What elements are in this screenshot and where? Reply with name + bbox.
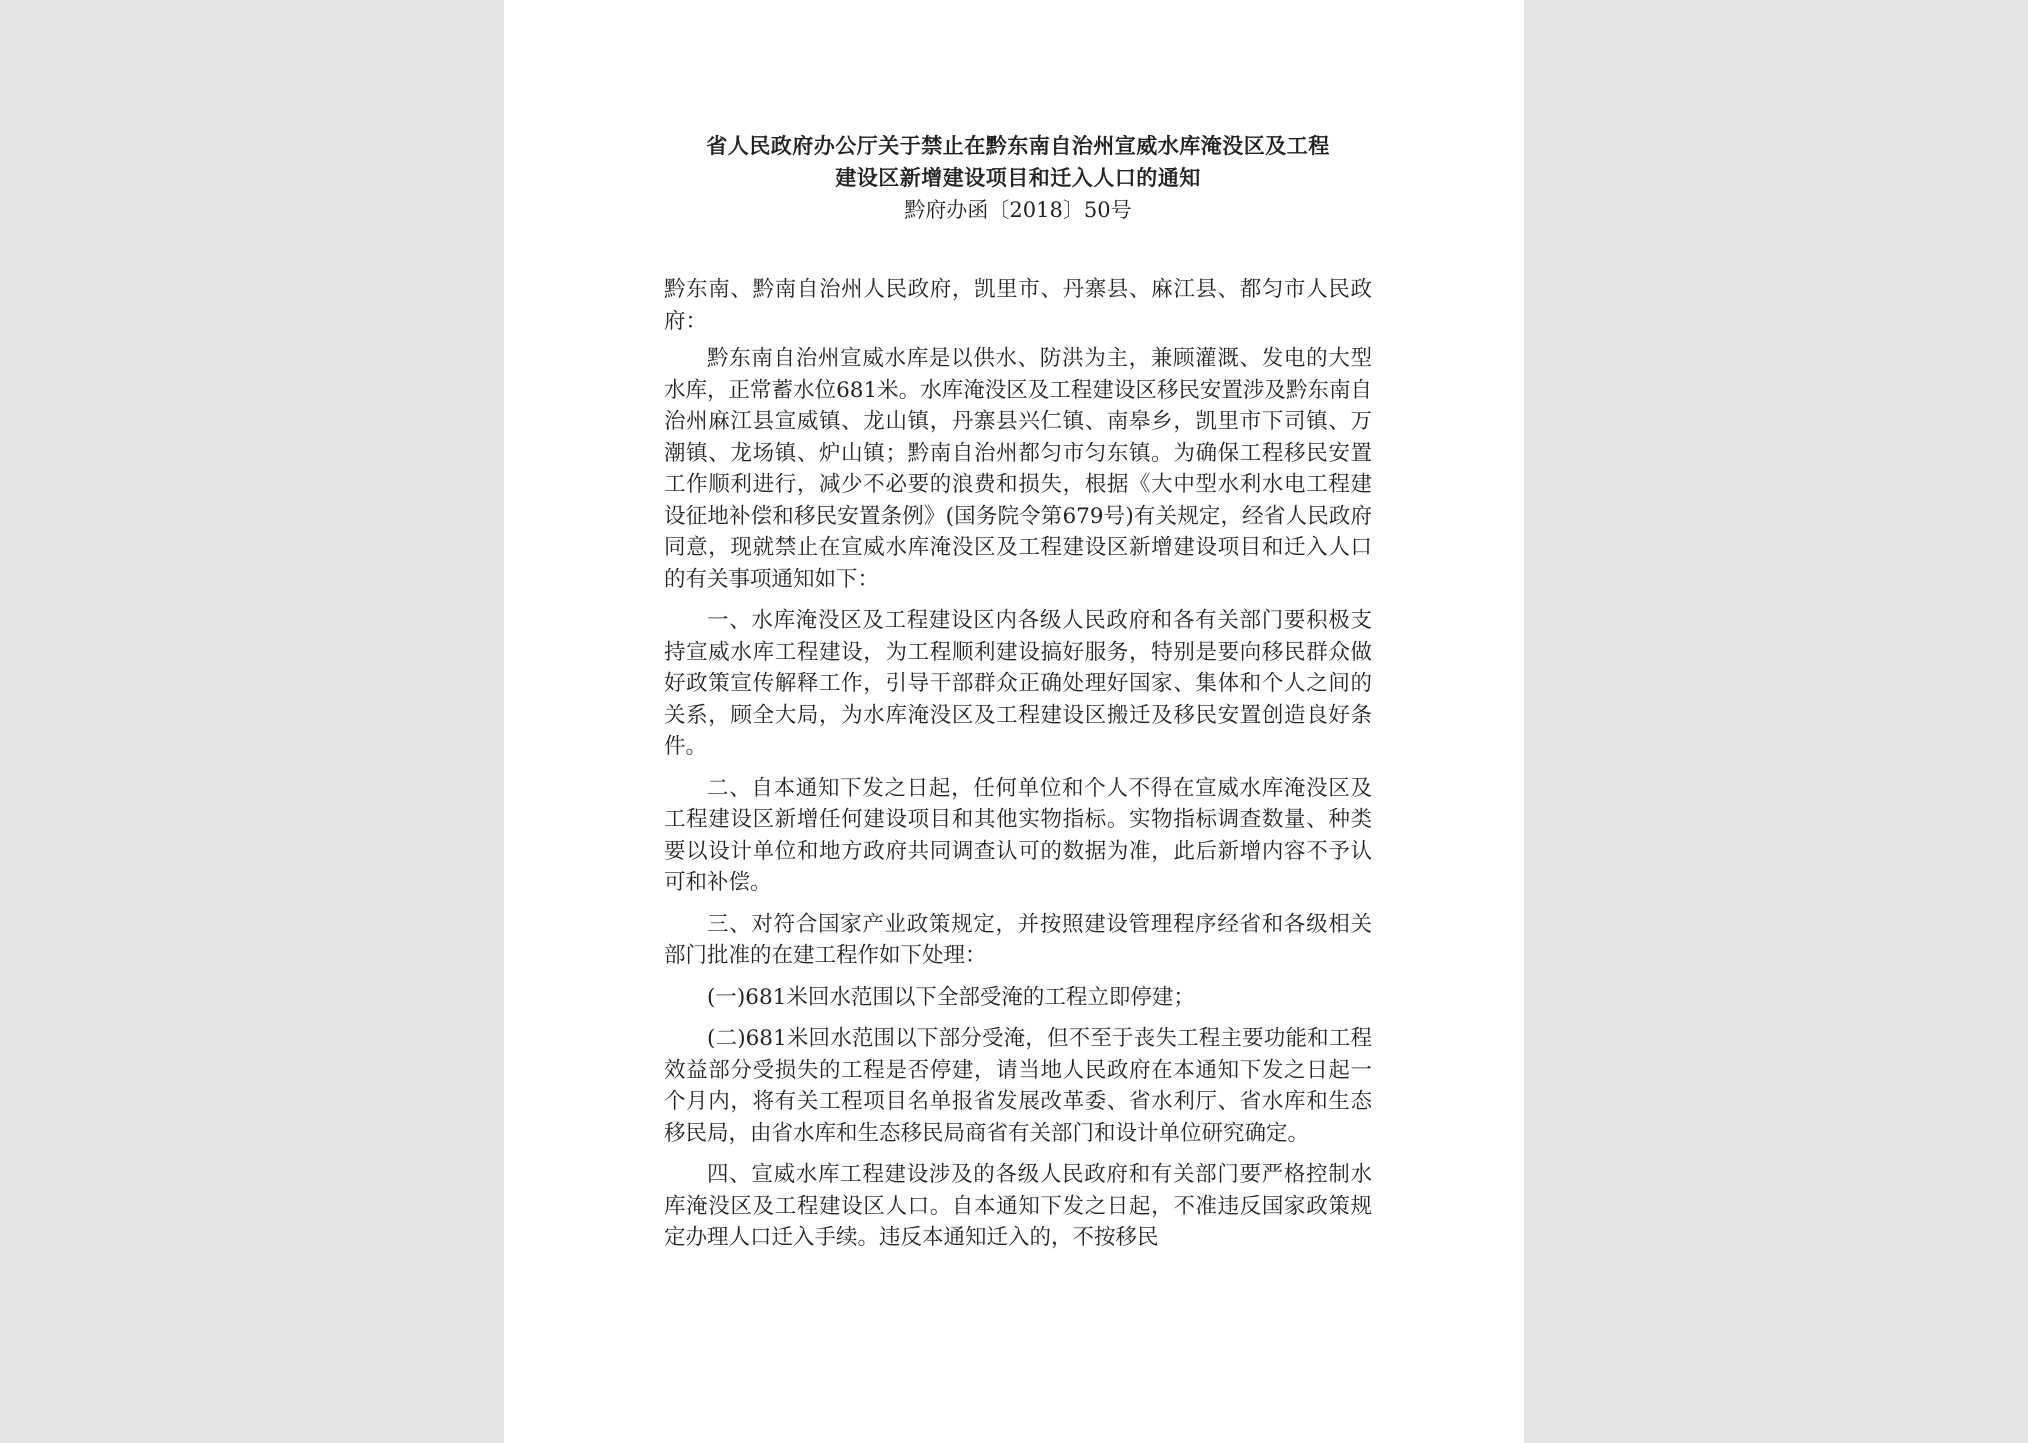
document-page — [504, 0, 1524, 1443]
paragraph-intro: 黔东南自治州宣威水库是以供水、防洪为主，兼顾灌溉、发电的大型水库，正常蓄水位681米。水库淹没区及工程建设区移民安置涉及黔东南自治州麻江县宣威镇、龙山镇，丹寨县兴仁镇、南皋乡，凯里市下司镇、万潮镇、龙场镇、炉山镇；黔南自治州都匀市匀东镇。为确保工程移民安置工作顺利进行，减少不必要的浪费和损失，根据《大中型水利水电工程建设征地补偿和移民安置条例》(国务院令第679号)有关规定，经省人民政府同意，现就禁止在宣威水库淹没区及工程建设区新增建设项目和迁入人口的有关事项通知如下： — [664, 346, 1372, 592]
document-number: 黔府办函〔2018〕50号 — [904, 198, 1132, 222]
document-content — [664, 130, 1372, 1264]
paragraph-item-4: 四、宣威水库工程建设涉及的各级人民政府和有关部门要严格控制水库淹没区及工程建设区人口。自本通知下发之日起，不准违反国家政策规定办理人口迁入手续。违反本通知迁入的，不按移民 — [664, 1162, 1372, 1250]
paragraph-item-3: 三、对符合国家产业政策规定，并按照建设管理程序经省和各级相关部门批准的在建工程作如下处理： — [664, 911, 1372, 968]
document-title-line-2: 建设区新增建设项目和迁入人口的通知 — [835, 166, 1201, 190]
document-title-line-1: 省人民政府办公厅关于禁止在黔东南自治州宣威水库淹没区及工程 — [706, 134, 1330, 158]
paragraph-item-1: 一、水库淹没区及工程建设区内各级人民政府和各有关部门要积极支持宣威水库工程建设，为工程顺利建设搞好服务，特别是要向移民群众做好政策宣传解释工作，引导干部群众正确处理好国家、集体和个人之间的关系，顾全大局，为水库淹没区及工程建设区搬迁及移民安置创造良好条件。 — [664, 608, 1372, 759]
paragraph-item-3-sub-1: (一)681米回水范围以下全部受淹的工程立即停建； — [707, 984, 1195, 1010]
paragraph-item-3-sub-2: (二)681米回水范围以下部分受淹，但不至于丧失工程主要功能和工程效益部分受损失的工程是否停建，请当地人民政府在本通知下发之日起一个月内，将有关工程项目名单报省发展改革委、省水利厅、省水库和生态移民局，由省水库和生态移民局商省有关部门和设计单位研究确定。 — [664, 1026, 1372, 1146]
salutation: 黔东南、黔南自治州人民政府，凯里市、丹寨县、麻江县、都匀市人民政府： — [664, 277, 1372, 334]
paragraph-item-2: 二、自本通知下发之日起，任何单位和个人不得在宣威水库淹没区及工程建设区新增任何建设项目和其他实物指标。实物指标调查数量、种类要以设计单位和地方政府共同调查认可的数据为准，此后新增内容不予认可和补偿。 — [664, 775, 1372, 895]
